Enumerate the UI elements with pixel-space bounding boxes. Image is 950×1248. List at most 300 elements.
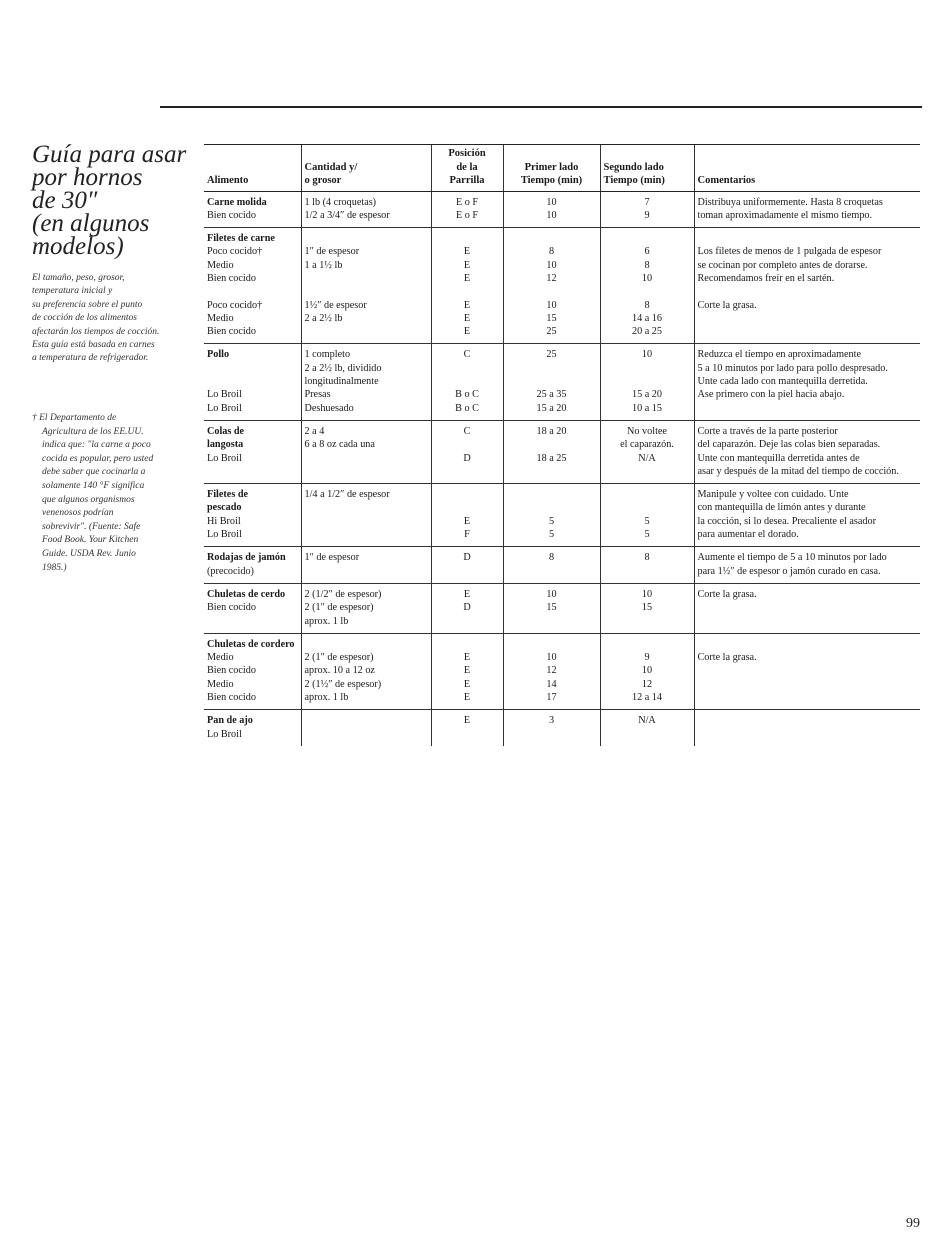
cell-first-side-time-line: 10 (546, 652, 557, 664)
title-line: de 30″ (32, 187, 98, 214)
cell-quantity-line: aprox. 10 a 12 oz (304, 665, 375, 677)
cell-rack-position-line (435, 465, 500, 478)
cell-second-side-time-line (604, 488, 691, 501)
cell-rack-position-line: B o C (455, 389, 479, 401)
page-title (32, 143, 192, 258)
cell-quantity-line: 1½″ de espesor (304, 299, 367, 311)
cell-rack-position-line: E (463, 259, 471, 271)
cell-comments-line: para aumentar el dorado. (697, 529, 799, 541)
cell-quantity-line: aprox. 1 lb (304, 615, 349, 627)
cell-quantity-line: 2 (1″ de espesor) (304, 602, 374, 614)
cell-quantity-line: 2 (1″ de espesor) (304, 652, 374, 664)
cell-food-line (207, 615, 298, 628)
cell-food-line: Lo Broil (207, 452, 242, 464)
cell-food-line: Lo Broil (207, 529, 242, 541)
cell-second-side-time-line (604, 375, 691, 388)
cell-comments-line (698, 312, 918, 325)
cell-quantity-line (305, 272, 428, 285)
cell-food-line: Bien cocido (207, 209, 256, 221)
cell-rack-position-line: C (463, 349, 471, 361)
cell-quantity-line: 1/4 a 1/2″ de espesor (304, 489, 390, 501)
cell-comments-line: Corte a través de la parte posterior (697, 425, 838, 437)
cell-first-side-time-line (507, 375, 597, 388)
cell-rack-position-line (435, 638, 500, 651)
cell-comments-line: Corte la grasa. (697, 588, 757, 600)
cell-first-side-time (503, 191, 600, 228)
cell-first-side-time (503, 484, 600, 547)
cell-food-line (207, 375, 298, 388)
cell-rack-position (431, 228, 503, 344)
cell-quantity-line (305, 325, 428, 338)
cell-second-side-time-line: 8 (644, 552, 650, 564)
table-row (204, 547, 920, 584)
header-line: Parrilla (449, 175, 485, 186)
cell-first-side-time-line (507, 638, 597, 651)
cell-second-side-time-line: 10 (641, 588, 653, 600)
cell-comments-line (698, 615, 918, 628)
cell-food-line (207, 285, 298, 298)
cell-second-side-time-line: 10 (641, 272, 653, 284)
cell-food-line: Pollo (207, 349, 230, 361)
cell-first-side-time-line: 25 (546, 349, 557, 361)
cell-first-side-time (503, 420, 600, 483)
cell-first-side-time-line: 5 (548, 529, 555, 541)
cell-rack-position-line: E (463, 588, 471, 600)
cell-second-side-time (600, 547, 694, 584)
cell-comments-line (698, 285, 918, 298)
cell-rack-position-line: D (463, 452, 471, 464)
cell-first-side-time-line: 8 (548, 246, 555, 258)
cell-second-side-time-line: 12 (641, 678, 653, 690)
cell-comments-line (698, 664, 918, 677)
cell-comments-line: con mantequilla de limón antes y durante (697, 502, 866, 514)
cell-quantity-line (305, 232, 428, 245)
cell-rack-position (431, 484, 503, 547)
cell-rack-position-line (435, 438, 500, 451)
cell-comments (694, 191, 920, 228)
cell-second-side-time-line: 20 a 25 (632, 326, 662, 338)
cell-first-side-time-line (507, 565, 597, 578)
cell-rack-position-line: E (463, 299, 471, 311)
top-rule (160, 106, 922, 108)
cell-first-side-time-line (507, 728, 597, 741)
cell-comments-line: Los filetes de menos de 1 pulgada de espesor (697, 246, 882, 258)
cell-quantity (301, 191, 431, 228)
header-quantity (301, 145, 431, 192)
cell-rack-position-line: B o C (455, 402, 479, 414)
cell-second-side-time-line (604, 362, 691, 375)
cell-second-side-time-line: 5 (644, 515, 650, 527)
header-line: Posición (448, 148, 486, 159)
cell-second-side-time (600, 710, 694, 746)
cell-second-side-time-line (604, 465, 691, 478)
cell-food-line: langosta (207, 439, 244, 451)
cell-rack-position-line (435, 565, 500, 578)
cell-second-side-time-line: 9 (644, 652, 650, 664)
cell-food-line: Lo Broil (207, 728, 242, 740)
cell-second-side-time-line (604, 285, 691, 298)
cell-second-side-time-line: 9 (644, 209, 650, 221)
cell-rack-position (431, 583, 503, 633)
cell-first-side-time-line: 10 (546, 299, 557, 311)
footnote-line: † El Departamento de (32, 413, 117, 423)
table-row (204, 710, 920, 746)
cell-comments (694, 420, 920, 483)
cell-quantity-line (305, 714, 428, 727)
title-line: Guía para asar (32, 141, 187, 168)
cell-first-side-time-line (507, 465, 597, 478)
table-row (204, 191, 920, 228)
cell-quantity-line (305, 465, 428, 478)
cell-second-side-time-line: 10 (641, 665, 653, 677)
cell-first-side-time-line: 15 a 20 (536, 402, 567, 414)
cell-rack-position (431, 191, 503, 228)
cell-food (204, 344, 301, 420)
cell-rack-position-line: E (463, 272, 471, 284)
cell-quantity-line: 1/2 a 3/4″ de espesor (304, 209, 390, 221)
cell-second-side-time-line (604, 232, 691, 245)
intro-line: El tamaño, peso, grosor, (32, 273, 125, 283)
header-line: Primer lado (524, 161, 579, 173)
cell-first-side-time-line: 10 (546, 259, 557, 271)
cell-second-side-time (600, 583, 694, 633)
cell-quantity (301, 420, 431, 483)
footnote-line: Guide. USDA Rev. Junio (42, 548, 136, 559)
cell-first-side-time-line: 25 (546, 326, 557, 338)
cell-rack-position-line (435, 362, 500, 375)
cell-first-side-time (503, 583, 600, 633)
cell-first-side-time-line: 8 (548, 552, 555, 564)
cell-food-line: Poco cocido† (207, 246, 263, 258)
cell-comments-line (698, 402, 918, 415)
cell-rack-position-line: E (463, 652, 471, 664)
header-comments (694, 145, 920, 192)
header-line: Tiempo (min) (603, 175, 665, 186)
cell-comments-line: 5 a 10 minutos por lado para pollo despresado. (697, 362, 888, 374)
header-line: Comentarios (697, 175, 756, 186)
cell-food-line (207, 362, 298, 375)
cell-comments-line (698, 678, 918, 691)
cell-first-side-time-line: 15 (546, 602, 557, 614)
intro-line: Esta guía está basada en carnes (32, 340, 155, 351)
cell-quantity-line (305, 501, 428, 514)
cell-comments (694, 547, 920, 584)
table-header-row (204, 145, 920, 192)
cell-comments-line: se cocinan por completo antes de dorarse. (697, 259, 868, 271)
cell-second-side-time-line: el caparazón. (620, 439, 674, 451)
cell-rack-position (431, 547, 503, 584)
cell-second-side-time (600, 228, 694, 344)
cell-rack-position-line: E (463, 515, 471, 527)
cell-quantity (301, 583, 431, 633)
cell-comments-line (698, 714, 918, 727)
cell-quantity-line: 2 a 2½ lb, dividido (304, 362, 382, 374)
cell-first-side-time-line (507, 232, 597, 245)
cell-second-side-time-line: N/A (638, 452, 656, 464)
cell-quantity (301, 710, 431, 746)
cell-comments-line (698, 691, 918, 704)
cell-quantity-line: 1 completo (304, 349, 351, 361)
cell-comments-line: Ase primero con la piel hacia abajo. (697, 389, 845, 401)
cell-food (204, 633, 301, 709)
cell-quantity-line: 6 a 8 oz cada una (304, 439, 375, 451)
cell-first-side-time (503, 228, 600, 344)
cell-rack-position-line (435, 728, 500, 741)
table-row (204, 344, 920, 420)
cell-rack-position-line: E (463, 715, 471, 727)
cell-food-line: Carne molida (207, 196, 267, 208)
header-line: de la (456, 161, 478, 173)
intro-line: su preferencia sobre el punto (32, 299, 143, 310)
cell-second-side-time-line: 6 (644, 246, 650, 258)
cell-comments-line: Manipule y voltee con cuidado. Unte (697, 489, 849, 501)
intro-line: a temperatura de refrigerador. (32, 353, 149, 364)
cell-food-line: pescado (207, 502, 242, 514)
cell-comments-line (698, 638, 918, 651)
cell-second-side-time-line: 5 (644, 529, 650, 541)
cell-rack-position-line: E (463, 692, 471, 703)
cell-rack-position-line: D (463, 602, 471, 614)
cell-quantity-line (305, 452, 428, 465)
cell-food-line: Filetes de (207, 489, 249, 501)
cell-food (204, 228, 301, 344)
header-line: Tiempo (min) (520, 175, 583, 186)
cell-second-side-time-line: 8 (644, 259, 650, 271)
cell-food-line: Bien cocido (207, 665, 256, 677)
cell-first-side-time-line: 14 (546, 678, 557, 690)
header-second-side-time (600, 145, 694, 192)
cell-rack-position (431, 420, 503, 483)
cell-quantity-line: 1 lb (4 croquetas) (304, 196, 377, 208)
cell-comments-line (698, 325, 918, 338)
cell-second-side-time-line: 15 (641, 602, 653, 614)
cell-food-line: Hi Broil (207, 515, 241, 527)
cell-food (204, 484, 301, 547)
cell-quantity-line (305, 528, 428, 541)
table-row (204, 484, 920, 547)
cell-second-side-time-line: 10 (641, 349, 653, 361)
cell-comments-line (698, 728, 918, 741)
cell-food-line: Lo Broil (207, 402, 242, 414)
cell-food-line: Bien cocido (207, 602, 256, 614)
cell-second-side-time-line (604, 565, 691, 578)
cell-quantity-line: 1″ de espesor (304, 246, 360, 258)
cell-first-side-time-line: 10 (546, 209, 557, 221)
table-row (204, 420, 920, 483)
cell-first-side-time-line (507, 362, 597, 375)
cell-rack-position-line: E (463, 326, 471, 338)
cell-quantity-line: 1″ de espesor (304, 552, 360, 564)
cell-second-side-time-line: 8 (644, 299, 650, 311)
cell-first-side-time-line: 15 (546, 312, 557, 324)
cell-comments (694, 344, 920, 420)
table-row (204, 228, 920, 344)
cell-food-line: Medio (207, 652, 234, 664)
cell-food-line: Colas de (207, 425, 245, 437)
cell-quantity (301, 228, 431, 344)
title-line: (en algunos (32, 210, 150, 237)
cell-comments-line (698, 601, 918, 614)
footnote-line: que algunos organismos (42, 494, 135, 505)
cell-quantity-line: 2 a 4 (304, 425, 325, 437)
cell-rack-position (431, 633, 503, 709)
cell-food-line: Bien cocido (207, 326, 256, 338)
cell-quantity (301, 344, 431, 420)
cell-rack-position-line: E o F (455, 209, 479, 221)
cell-comments (694, 633, 920, 709)
cell-comments-line: Corte la grasa. (697, 652, 757, 664)
cell-quantity-line (305, 565, 428, 578)
cell-second-side-time-line: N/A (638, 715, 656, 727)
cell-comments (694, 710, 920, 746)
footnote-line: indica que: "la carne a poco (42, 440, 151, 451)
cell-quantity-line (305, 728, 428, 741)
cell-second-side-time-line: 10 a 15 (632, 402, 662, 414)
cell-quantity-line: aprox. 1 lb (304, 692, 349, 703)
cell-second-side-time-line (604, 728, 691, 741)
cell-second-side-time (600, 344, 694, 420)
cell-second-side-time-line: 12 a 14 (632, 692, 662, 703)
cell-food-line: Chuletas de cordero (207, 638, 295, 650)
title-line: por hornos (32, 164, 143, 191)
cell-second-side-time (600, 191, 694, 228)
intro-line: de cocción de los alimentos (32, 313, 138, 324)
footnote-line: solamente 140 °F significa (42, 480, 145, 491)
cell-food (204, 420, 301, 483)
footnote-line: venenosos podrían (42, 508, 114, 519)
page-number: 99 (906, 1216, 920, 1231)
cell-second-side-time (600, 633, 694, 709)
cell-comments-line: Aumente el tiempo de 5 a 10 minutos por lado (697, 552, 887, 564)
cell-first-side-time-line: 17 (546, 692, 557, 703)
broiling-guide-table (204, 144, 920, 746)
intro-line: afectarán los tiempos de cocción. (32, 326, 160, 337)
cell-first-side-time-line: 12 (546, 665, 557, 677)
cell-second-side-time-line (604, 638, 691, 651)
cell-comments-line: Recomendamos freír en el sartén. (697, 272, 835, 284)
cell-food-line (207, 465, 298, 478)
title-line: modelos) (32, 233, 124, 260)
footnote-line: 1985.) (42, 562, 67, 573)
cell-food-line: Medio (207, 312, 234, 324)
footnote-line: Food Book. Your Kitchen (42, 535, 139, 546)
cell-food-line: Chuletas de cerdo (207, 588, 286, 600)
cell-comments-line: del caparazón. Deje las colas bien separadas. (697, 439, 881, 451)
cell-quantity-line: Deshuesado (304, 402, 354, 414)
cell-comments-line: Unte cada lado con mantequilla derretida. (697, 376, 868, 388)
cell-first-side-time-line: 10 (546, 196, 557, 208)
footnote-line: cocida es popular, pero usted (42, 453, 154, 464)
cell-quantity-line: 1 a 1½ lb (304, 259, 343, 271)
cell-food-line: Filetes de carne (207, 233, 275, 245)
cell-first-side-time (503, 633, 600, 709)
header-food (204, 145, 301, 192)
cell-quantity-line: Presas (304, 389, 331, 401)
cell-second-side-time (600, 420, 694, 483)
cell-rack-position-line (435, 375, 500, 388)
cell-second-side-time-line (604, 615, 691, 628)
cell-food (204, 547, 301, 584)
cell-food-line: Poco cocido† (207, 299, 263, 311)
cell-food-line: Medio (207, 259, 234, 271)
cell-comments-line: Unte con mantequilla derretida antes de (697, 452, 860, 464)
cell-food (204, 710, 301, 746)
footnote-line: sobrevivir". (Fuente: Safe (42, 521, 141, 532)
cell-rack-position-line: C (463, 425, 471, 437)
intro-note (32, 272, 192, 366)
cell-comments-line: asar y después de la mitad del tiempo de cocción. (697, 465, 899, 477)
table-row (204, 583, 920, 633)
cell-comments (694, 228, 920, 344)
cell-second-side-time (600, 484, 694, 547)
cell-food-line: Bien cocido (207, 272, 256, 284)
cell-second-side-time-line: 7 (644, 196, 650, 208)
cell-first-side-time (503, 547, 600, 584)
cell-food-line: (precocido) (207, 565, 254, 577)
cell-quantity-line (305, 638, 428, 651)
cell-rack-position-line: E (463, 246, 471, 258)
cell-food (204, 583, 301, 633)
cell-food-line: Bien cocido (207, 692, 256, 703)
footnote-line: debe saber que cocinarla a (42, 467, 146, 478)
cell-food (204, 191, 301, 228)
cell-first-side-time-line (507, 615, 597, 628)
cell-first-side-time-line (507, 438, 597, 451)
cell-food-line: Rodajas de jamón (207, 552, 286, 564)
cell-food-line: Lo Broil (207, 389, 242, 401)
cell-first-side-time-line (507, 285, 597, 298)
cell-quantity-line: 2 (1½″ de espesor) (304, 678, 382, 690)
header-line: o grosor (304, 175, 342, 186)
cell-comments (694, 583, 920, 633)
cell-first-side-time-line: 18 a 25 (536, 452, 567, 464)
cell-rack-position-line: E (463, 665, 471, 677)
cell-first-side-time-line: 5 (548, 515, 555, 527)
cell-quantity-line (305, 285, 428, 298)
cell-quantity-line: 2 a 2½ lb (304, 312, 343, 324)
cell-first-side-time (503, 344, 600, 420)
cell-comments-line: para 1½″ de espesor o jamón curado en casa. (697, 565, 881, 577)
table-row (204, 633, 920, 709)
cell-rack-position-line (435, 615, 500, 628)
usda-footnote (32, 412, 202, 575)
cell-second-side-time-line (604, 501, 691, 514)
cell-rack-position-line (435, 232, 500, 245)
cell-rack-position-line: E (463, 312, 471, 324)
cell-rack-position-line (435, 501, 500, 514)
cell-comments (694, 484, 920, 547)
cell-rack-position-line: F (464, 529, 470, 541)
cell-rack-position-line: E (463, 678, 471, 690)
cell-quantity (301, 484, 431, 547)
cell-first-side-time-line (507, 501, 597, 514)
cell-comments-line: toman aproximadamente el mismo tiempo. (697, 209, 873, 221)
header-line: Segundo lado (603, 161, 664, 173)
cell-rack-position (431, 344, 503, 420)
cell-rack-position-line (435, 285, 500, 298)
cell-food-line: Pan de ajo (207, 715, 253, 727)
cell-second-side-time-line: 15 a 20 (632, 389, 662, 401)
cell-comments-line (698, 232, 918, 245)
cell-first-side-time-line: 3 (548, 715, 555, 727)
cell-quantity (301, 547, 431, 584)
cell-comments-line: la cocción, si lo desea. Precaliente el asador (697, 515, 876, 527)
cell-rack-position-line: E o F (455, 196, 479, 208)
cell-first-side-time-line: 18 a 20 (536, 425, 567, 437)
cell-comments-line: Corte la grasa. (697, 299, 757, 311)
cell-food-line: Medio (207, 678, 234, 690)
cell-rack-position (431, 710, 503, 746)
